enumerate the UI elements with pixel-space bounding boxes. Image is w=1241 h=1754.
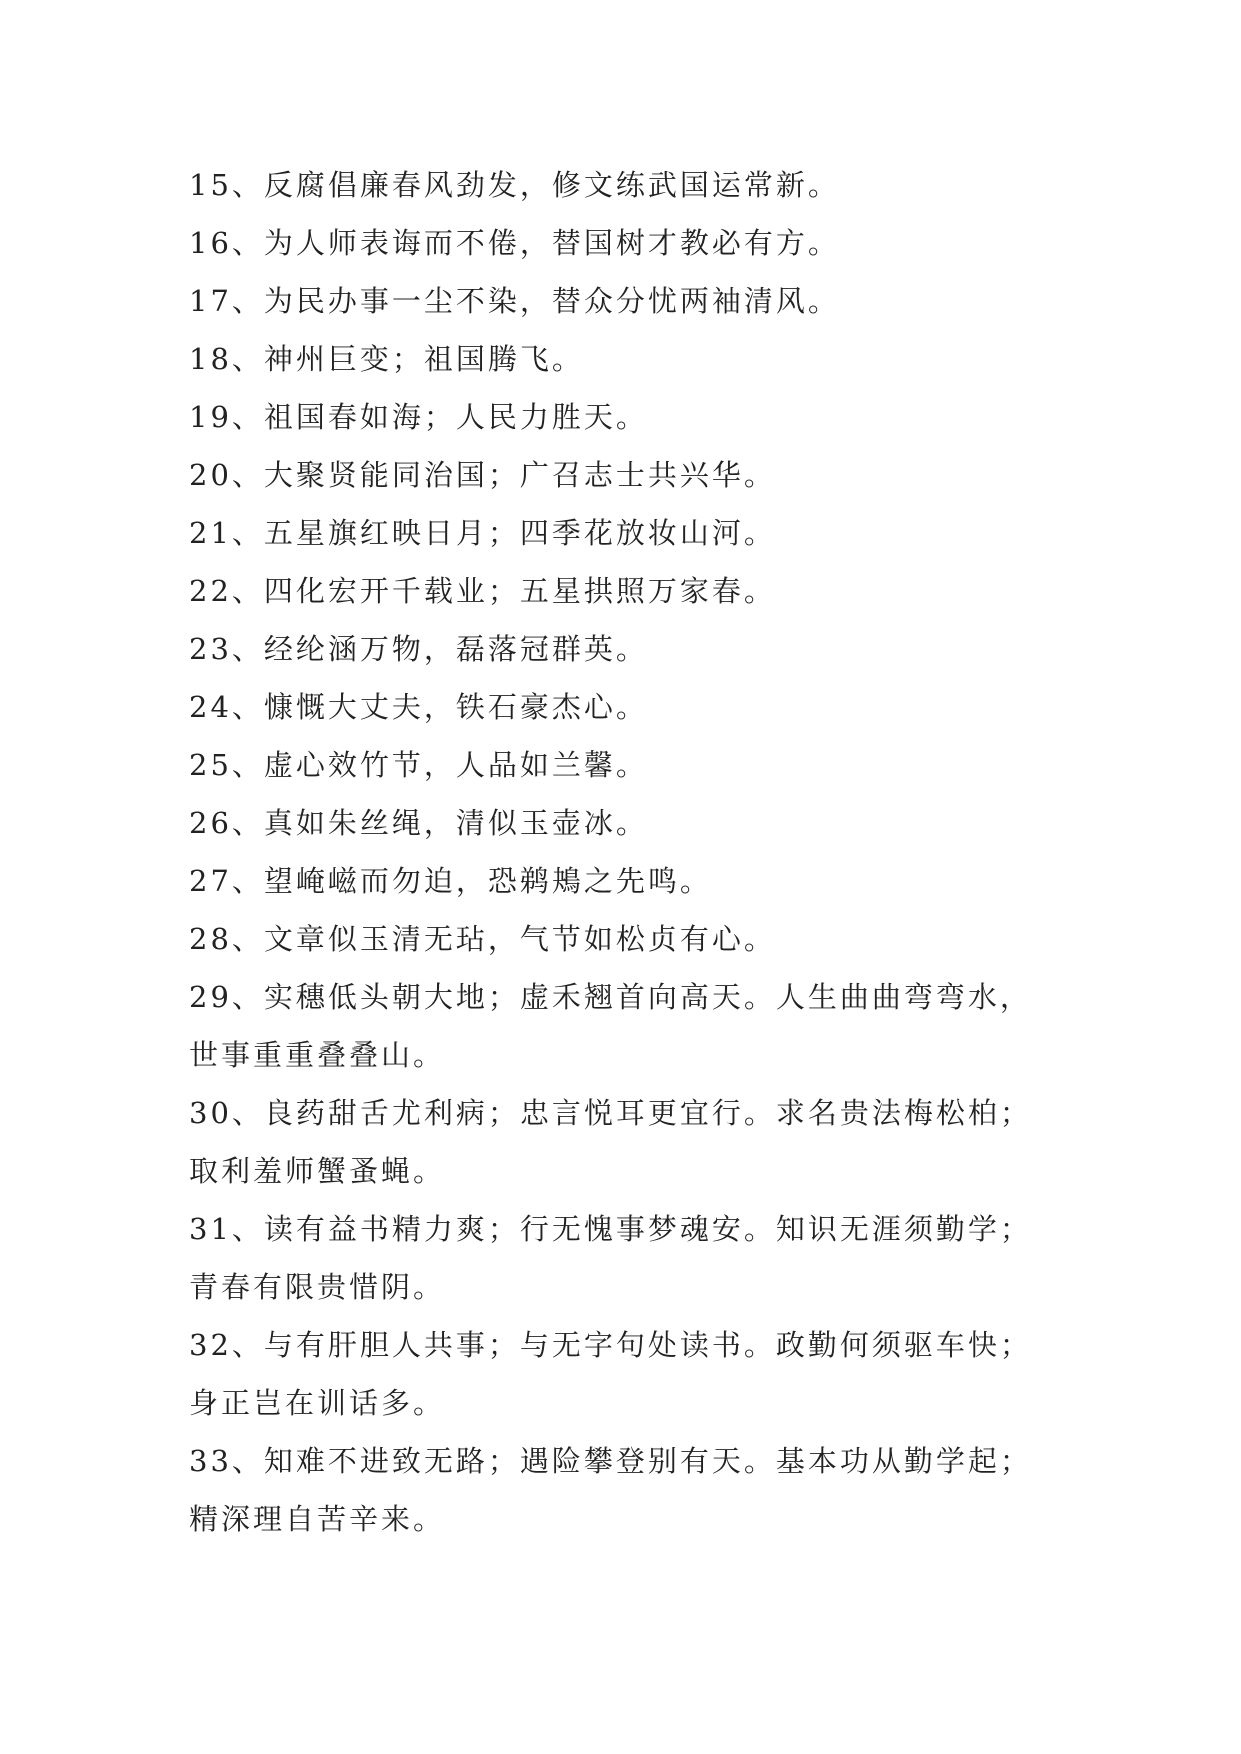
item-text-line-2: 精深理自苦辛来。 — [189, 1502, 446, 1536]
item-text: 28、文章似玉清无玷，气节如松贞有心。 — [189, 922, 776, 956]
item-text-line-2: 世事重重叠叠山。 — [189, 1038, 446, 1072]
item-text-line-1: 31、读有益书精力爽；行无愧事梦魂安。知识无涯须勤学； — [189, 1212, 1032, 1246]
item-text: 22、四化宏开千载业；五星拱照万家春。 — [189, 574, 776, 608]
item-text: 15、反腐倡廉春风劲发，修文练武国运常新。 — [189, 168, 840, 202]
list-item — [189, 968, 1084, 1084]
list-item — [189, 156, 1084, 214]
item-text: 25、虚心效竹节，人品如兰馨。 — [189, 748, 648, 782]
couplet-list — [189, 156, 1084, 1548]
list-item — [189, 620, 1084, 678]
list-item — [189, 214, 1084, 272]
list-item — [189, 1316, 1084, 1432]
list-item — [189, 1200, 1084, 1316]
list-item — [189, 504, 1084, 562]
list-item — [189, 910, 1084, 968]
list-item — [189, 852, 1084, 910]
item-text-line-2: 身正岂在训话多。 — [189, 1386, 446, 1420]
item-text-line-2: 青春有限贵惜阴。 — [189, 1270, 446, 1304]
list-item — [189, 272, 1084, 330]
item-text-line-2: 取利羞师蟹蚤蝇。 — [189, 1154, 446, 1188]
list-item — [189, 562, 1084, 620]
item-text: 18、神州巨变；祖国腾飞。 — [189, 342, 584, 376]
item-text: 20、大聚贤能同治国；广召志士共兴华。 — [189, 458, 776, 492]
item-text: 23、经纶涵万物，磊落冠群英。 — [189, 632, 648, 666]
list-item — [189, 678, 1084, 736]
item-text: 27、望崦嵫而勿迫，恐鹈鴂之先鸣。 — [189, 864, 712, 898]
item-text: 21、五星旗红映日月；四季花放妆山河。 — [189, 516, 776, 550]
list-item — [189, 794, 1084, 852]
list-item — [189, 1084, 1084, 1200]
item-text: 17、为民办事一尘不染，替众分忧两袖清风。 — [189, 284, 840, 318]
item-text: 19、祖国春如海；人民力胜天。 — [189, 400, 648, 434]
item-text-line-1: 29、实穗低头朝大地；虚禾翘首向高天。人生曲曲弯弯水， — [189, 980, 1032, 1014]
item-text: 16、为人师表诲而不倦，替国树才教必有方。 — [189, 226, 840, 260]
list-item — [189, 1432, 1084, 1548]
list-item — [189, 388, 1084, 446]
item-text-line-1: 30、良药甜舌尤利病；忠言悦耳更宜行。求名贵法梅松柏； — [189, 1096, 1032, 1130]
item-text-line-1: 32、与有肝胆人共事；与无字句处读书。政勤何须驱车快； — [189, 1328, 1032, 1362]
list-item — [189, 446, 1084, 504]
list-item — [189, 736, 1084, 794]
item-text: 26、真如朱丝绳，清似玉壶冰。 — [189, 806, 648, 840]
item-text-line-1: 33、知难不进致无路；遇险攀登别有天。基本功从勤学起； — [189, 1444, 1032, 1478]
item-text: 24、慷慨大丈夫，铁石豪杰心。 — [189, 690, 648, 724]
list-item — [189, 330, 1084, 388]
